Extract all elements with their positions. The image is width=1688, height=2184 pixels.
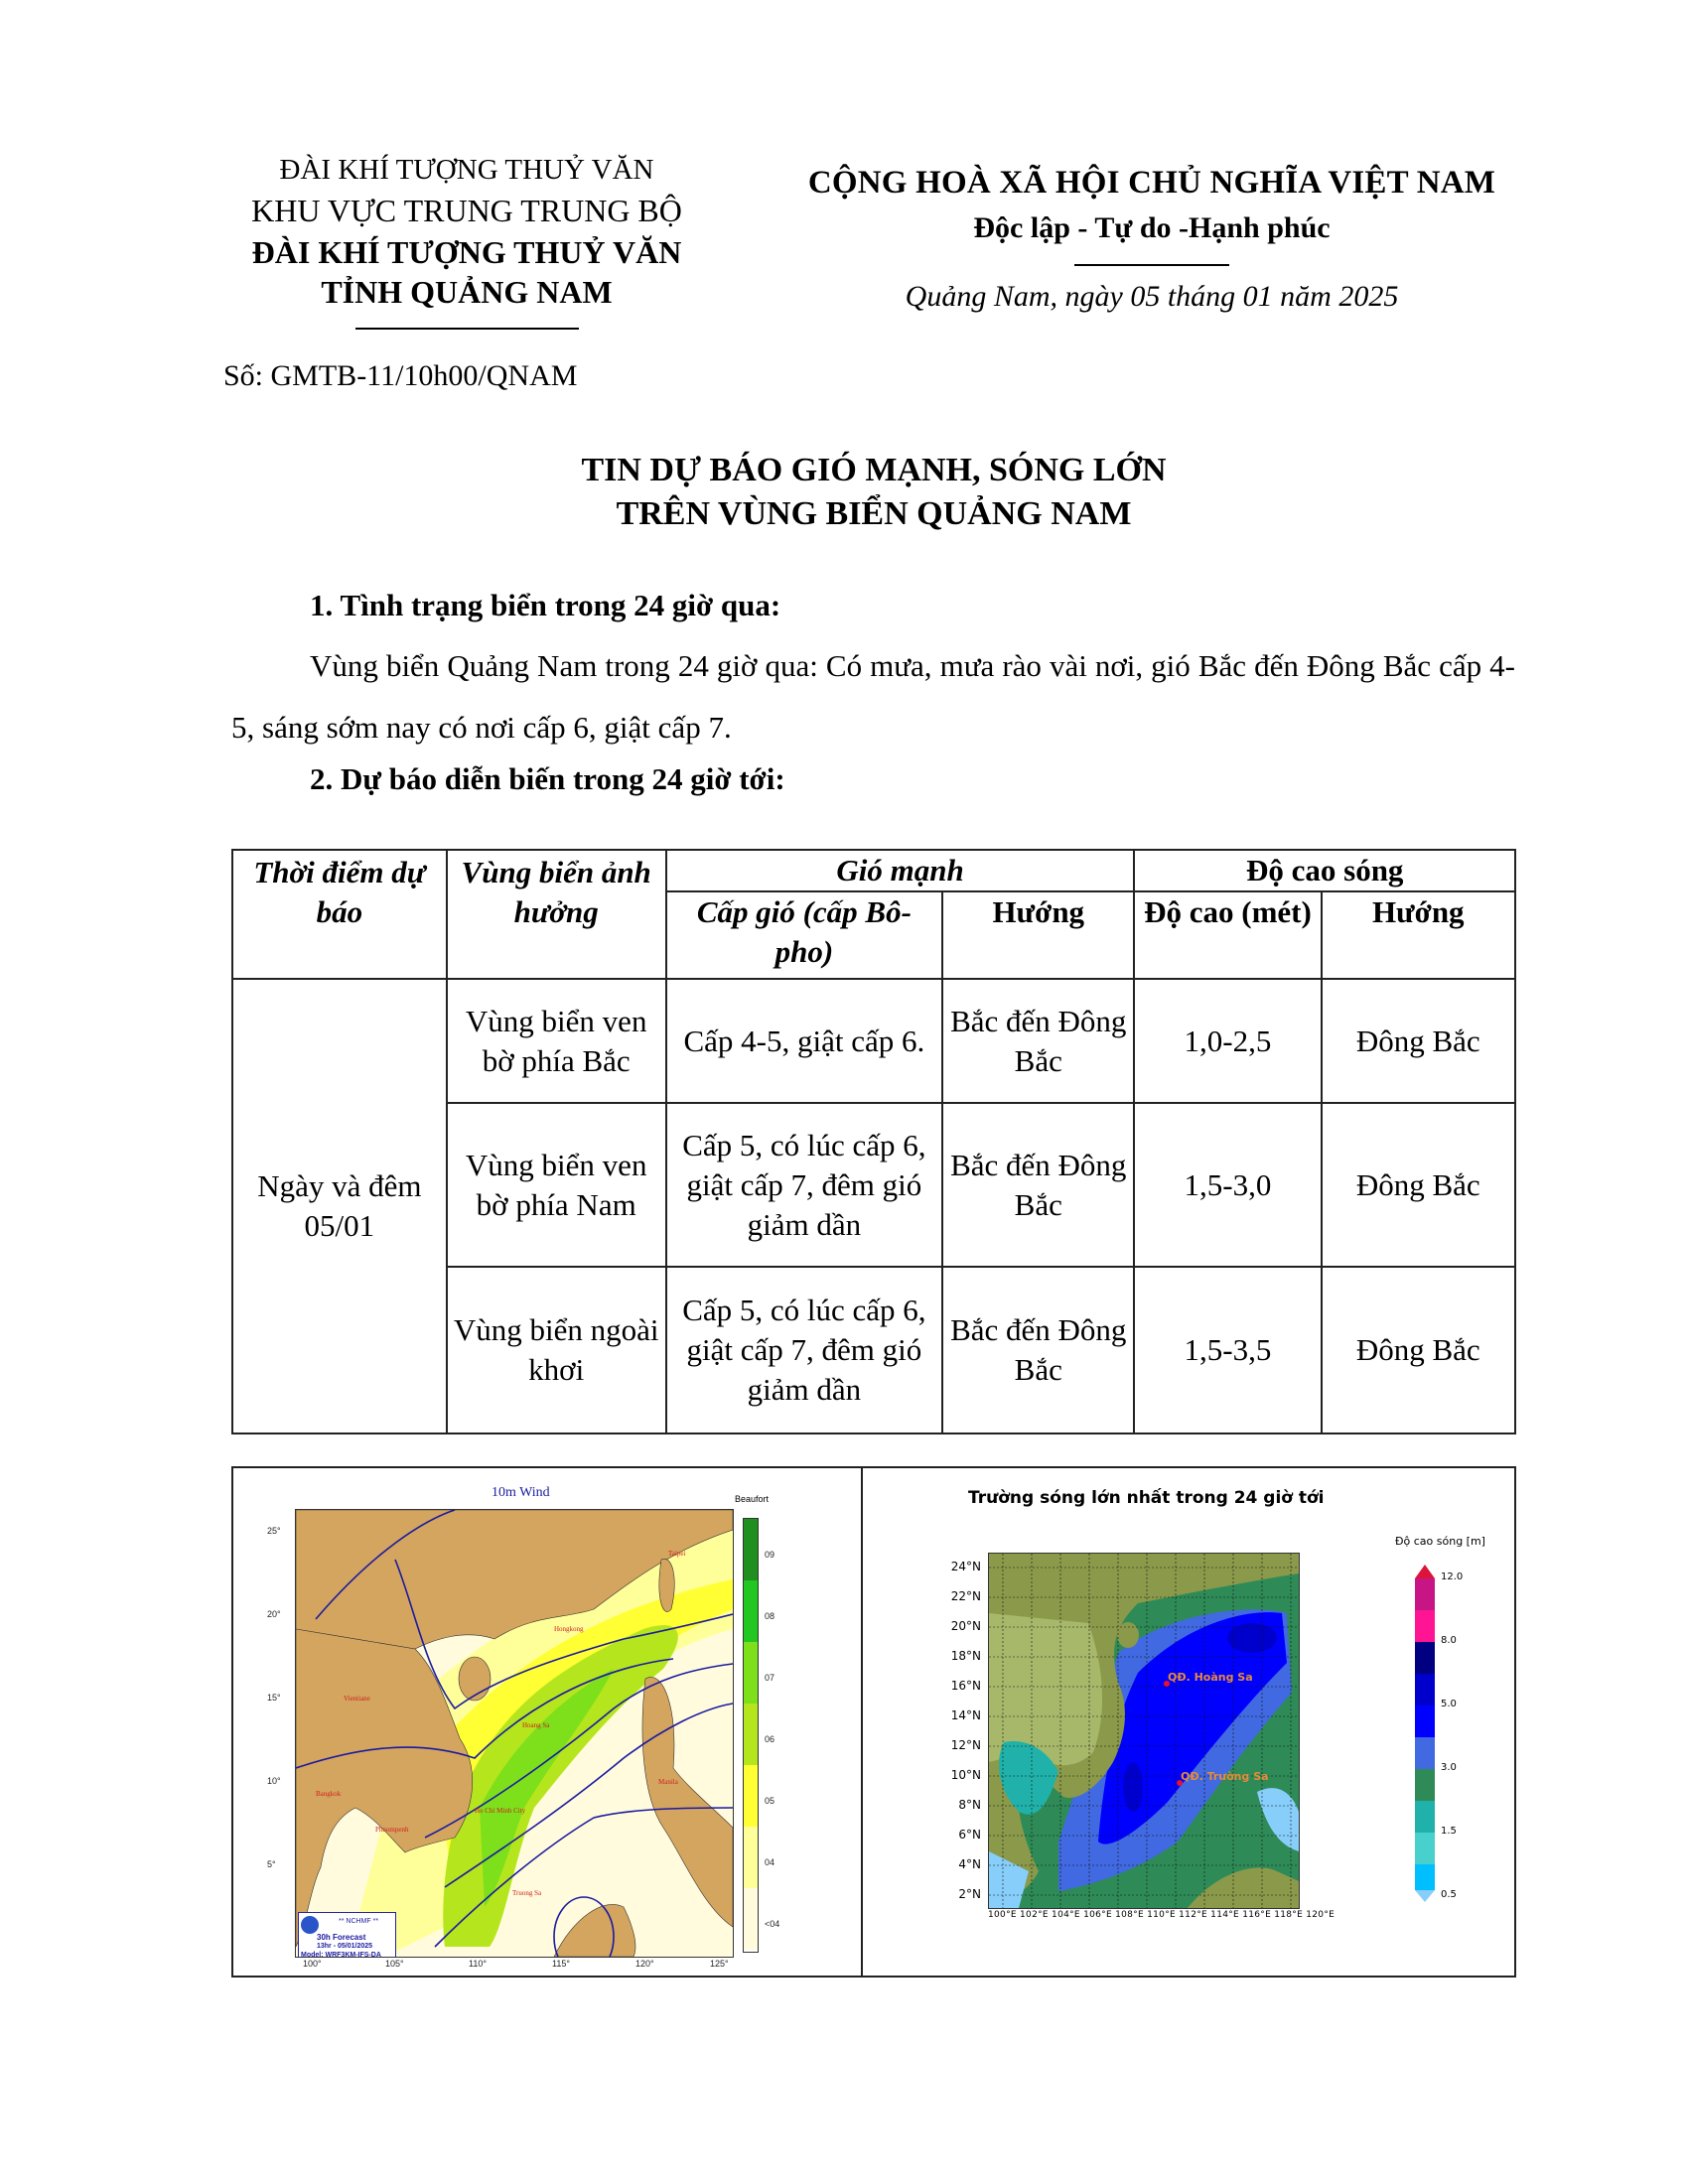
wave-legend-tick: 8.0	[1441, 1635, 1457, 1646]
wave-map-graphic	[989, 1554, 1299, 1908]
lat-label: 24°N	[950, 1560, 981, 1573]
wave-legend-tick: 3.0	[1441, 1762, 1457, 1773]
wind-map-plot	[295, 1509, 734, 1958]
header-right-rule	[1074, 264, 1229, 266]
city-label-truong-sa: Truong Sa	[512, 1889, 542, 1897]
wave-legend-tick: 1.5	[1441, 1826, 1457, 1837]
wind-legend-tick: 04	[765, 1857, 775, 1867]
document-title	[199, 449, 1549, 536]
wave-legend-title: Độ cao sóng [m]	[1395, 1535, 1485, 1548]
badge-model: Model: WRF3KM-IFS-DA	[301, 1952, 381, 1958]
wave-map-title: Trường sóng lớn nhất trong 24 giờ tới	[968, 1488, 1325, 1508]
wind-legend-title: Beaufort	[735, 1494, 770, 1504]
header-time: Thời điểm dự báo	[232, 850, 447, 979]
wind-map-title: 10m Wind	[492, 1485, 550, 1500]
section-1-heading: 1. Tình trạng biển trong 24 giờ qua:	[310, 588, 781, 622]
nchmf-badge	[298, 1912, 396, 1958]
city-label-bangkok: Bangkok	[316, 1790, 342, 1798]
lat-label: 18°N	[950, 1649, 981, 1663]
city-label-hongkong: Hongkong	[554, 1625, 584, 1633]
area-cell: Vùng biển ven bờ phía Nam	[447, 1103, 666, 1267]
header-area: Vùng biển ảnh hưởng	[447, 850, 666, 979]
header-wave-group: Độ cao sóng	[1134, 850, 1515, 891]
city-label-vientiane: Vientiane	[344, 1695, 370, 1703]
wave-direction-cell: Đông Bắc	[1322, 979, 1516, 1103]
lon-label: 105°	[385, 1959, 404, 1969]
wind-direction-cell: Bắc đến Đông Bắc	[942, 1103, 1134, 1267]
lat-label: 25°	[267, 1526, 281, 1536]
table-row	[232, 979, 1515, 1103]
figure-divider	[861, 1468, 863, 1976]
wind-legend-tick: 06	[765, 1734, 775, 1744]
wave-height-cell: 1,0-2,5	[1134, 979, 1321, 1103]
wind-legend-tick: 08	[765, 1611, 775, 1621]
island-label-hoang-sa: QĐ. Hoàng Sa	[1168, 1671, 1253, 1684]
lon-labels: 100°E 102°E 104°E 106°E 108°E 110°E 112°E 114°E 116°E 118°E 120°E	[988, 1910, 1336, 1920]
header-wave-height: Độ cao (mét)	[1134, 891, 1321, 979]
area-cell: Vùng biển ven bờ phía Bắc	[447, 979, 666, 1103]
lat-label: 10°	[267, 1776, 281, 1786]
wind-legend-tick: <04	[765, 1919, 780, 1929]
header-wind-direction: Hướng	[942, 891, 1134, 979]
area-cell: Vùng biển ngoài khơi	[447, 1267, 666, 1433]
wind-legend-colorbar	[743, 1518, 759, 1953]
lon-label: 115°	[552, 1959, 570, 1969]
forecast-table	[231, 849, 1516, 1434]
place-date: Quảng Nam, ngày 05 tháng 01 năm 2025	[905, 280, 1399, 313]
lat-label: 14°N	[950, 1708, 981, 1722]
parent-agency-region: KHU VỰC TRUNG TRUNG BỘ	[251, 193, 682, 228]
wind-legend-tick: 09	[765, 1550, 775, 1560]
badge-forecast: 30h Forecast	[317, 1933, 366, 1942]
lat-label: 10°N	[950, 1768, 981, 1782]
wind-legend-tick: 05	[765, 1796, 775, 1806]
header-left-rule	[355, 328, 579, 330]
title-line-2: TRÊN VÙNG BIỂN QUẢNG NAM	[616, 495, 1132, 532]
wave-legend-tick: 12.0	[1441, 1571, 1464, 1582]
wave-height-cell: 1,5-3,0	[1134, 1103, 1321, 1267]
wave-direction-cell: Đông Bắc	[1322, 1267, 1516, 1433]
lat-label: 6°N	[958, 1828, 981, 1842]
city-label-taipei: Taipei	[668, 1550, 686, 1558]
parent-agency: ĐÀI KHÍ TƯỢNG THUỶ VĂN	[279, 154, 654, 186]
lon-label: 110°	[469, 1959, 487, 1969]
header-wind-group: Gió mạnh	[666, 850, 1135, 891]
title-line-1: TIN DỰ BÁO GIÓ MẠNH, SÓNG LỚN	[581, 452, 1167, 488]
lat-label: 4°N	[958, 1857, 981, 1871]
island-label-truong-sa: QĐ. Trường Sa	[1181, 1770, 1269, 1783]
lat-label: 20°	[267, 1609, 281, 1619]
figure-frame	[231, 1466, 1516, 1978]
agency-header	[199, 151, 735, 330]
city-label-phnompenh: Phnompenh	[375, 1826, 409, 1834]
lat-label: 15°	[267, 1693, 281, 1703]
wave-height-cell: 1,5-3,5	[1134, 1267, 1321, 1433]
document-number: Số: GMTB-11/10h00/QNAM	[223, 359, 578, 392]
lat-label: 2°N	[958, 1887, 981, 1901]
agency-name: ĐÀI KHÍ TƯỢNG THUỶ VĂN	[251, 234, 682, 270]
wave-direction-cell: Đông Bắc	[1322, 1103, 1516, 1267]
wave-legend-tick: 5.0	[1441, 1699, 1457, 1709]
header-wave-direction: Hướng	[1322, 891, 1516, 979]
wave-legend-tick: 0.5	[1441, 1889, 1457, 1900]
section-2-heading: 2. Dự báo diễn biến trong 24 giờ tới:	[310, 761, 785, 796]
lon-label: 100°	[303, 1959, 322, 1969]
wind-forecast-map	[263, 1480, 819, 1967]
national-header	[755, 161, 1549, 314]
wind-level-cell: Cấp 5, có lúc cấp 6, giật cấp 7, đêm gió giảm dần	[666, 1103, 942, 1267]
lon-label: 125°	[710, 1959, 729, 1969]
section-1-body: Vùng biển Quảng Nam trong 24 giờ qua: Có mưa, mưa rào vài nơi, gió Bắc đến Đông Bắc cấp 4-5, sáng sớm nay có nơi cấp 6, giật cấp 7.	[231, 648, 1515, 745]
national-motto: Độc lập - Tự do -Hạnh phúc	[973, 211, 1331, 244]
agency-province: TỈNH QUẢNG NAM	[321, 274, 613, 310]
nation-name: CỘNG HOÀ XÃ HỘI CHỦ NGHĨA VIỆT NAM	[807, 165, 1496, 201]
badge-valid-time: 13hr - 05/01/2025	[317, 1943, 373, 1950]
wind-direction-cell: Bắc đến Đông Bắc	[942, 1267, 1134, 1433]
badge-org: ** NCHMF **	[339, 1918, 379, 1925]
lat-label: 16°N	[950, 1679, 981, 1693]
lat-label: 12°N	[950, 1738, 981, 1752]
wave-forecast-map	[879, 1480, 1504, 1967]
time-cell: Ngày và đêm 05/01	[232, 979, 447, 1433]
nchmf-logo-icon	[301, 1916, 319, 1934]
wind-legend-tick: 07	[765, 1673, 775, 1683]
wind-level-cell: Cấp 4-5, giật cấp 6.	[666, 979, 942, 1103]
lat-label: 20°N	[950, 1619, 981, 1633]
lon-label: 120°	[635, 1959, 654, 1969]
wind-level-cell: Cấp 5, có lúc cấp 6, giật cấp 7, đêm gió giảm dần	[666, 1267, 942, 1433]
wave-map-plot	[988, 1553, 1300, 1909]
wave-legend-colorbar	[1415, 1565, 1435, 1902]
wind-direction-cell: Bắc đến Đông Bắc	[942, 979, 1134, 1103]
lat-label: 5°	[267, 1859, 276, 1869]
city-label: Ho Chi Minh City	[475, 1807, 526, 1815]
city-label-manila: Manila	[658, 1778, 678, 1786]
wave-legend-graphic	[1415, 1565, 1435, 1902]
lat-label: 22°N	[950, 1589, 981, 1603]
city-label-hoang-sa: Hoang Sa	[522, 1721, 550, 1729]
lat-label: 8°N	[958, 1798, 981, 1812]
header-wind-level: Cấp gió (cấp Bô-pho)	[666, 891, 942, 979]
